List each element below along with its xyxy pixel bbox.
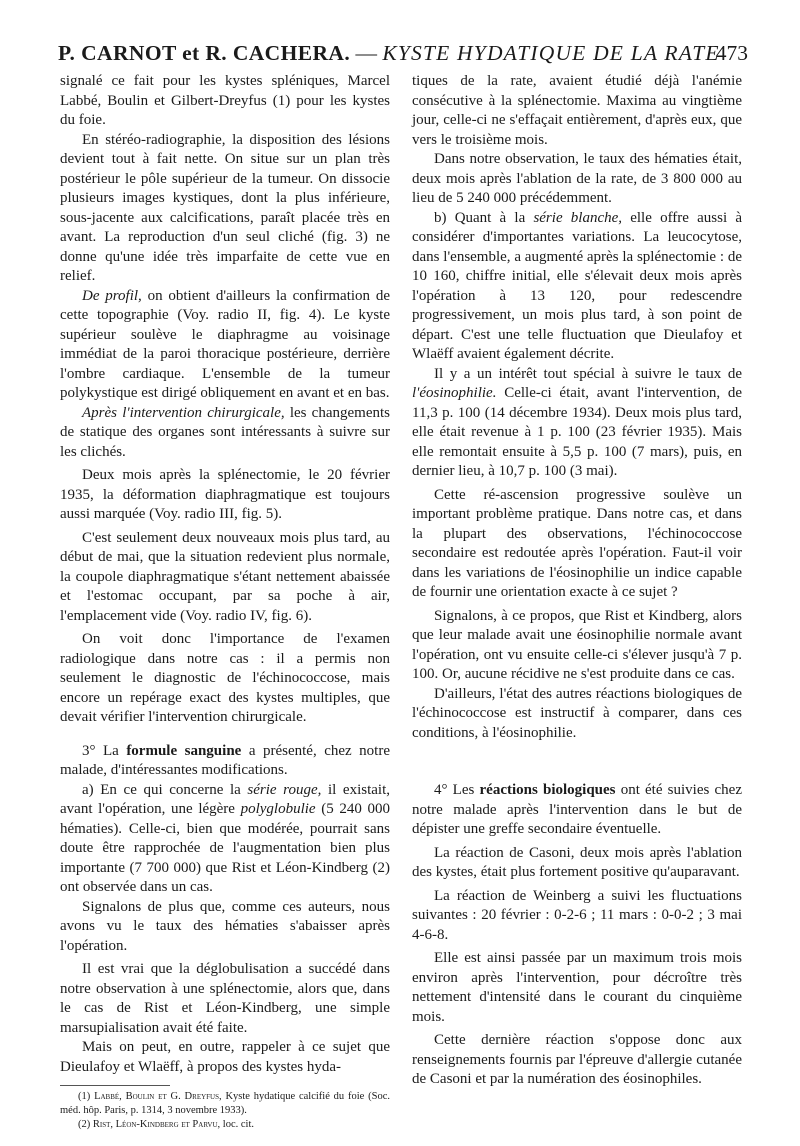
paragraph: D'ailleurs, l'état des autres réactions biologiques de l'échinococcose est instructif à comparer, dans ces conditions, à l'éosinophilie. bbox=[412, 685, 742, 741]
paragraph: Deux mois après la splénectomie, le 20 février 1935, la déformation diaphragmatique est toujours aussi marquée (Voy. radio III, fig. 5). bbox=[60, 467, 390, 522]
footnote: (2) Rist, Léon-Kindberg et Parvu, loc. cit. bbox=[78, 1119, 254, 1130]
paragraph: De profil, on obtient d'ailleurs la confirmation de cette topographie (Voy. radio II, fig. 4). Le kyste supérieur soulève le diaphragme au voisinage immédiat de la paroi thoracique postérieure, derrière l'ombre cardiaque. L'ensemble de la tumeur polykystique est dirigé obliquement en avant et en bas. bbox=[60, 287, 390, 401]
paragraph: La réaction de Weinberg a suivi les fluctuations suivantes : 20 février : 0-2-6 ; 11 mars : 0-0-2 ; 3 mai 4-6-8. bbox=[412, 887, 742, 943]
paragraph: C'est seulement deux nouveaux mois plus tard, au début de mai, que la situation redevient plus normale, la coupole diaphragmatique s'étant nettement abaissée et l'estomac occupant, par sa poche à air, l'emplacement vide (Voy. radio IV, fig. 6). bbox=[60, 529, 390, 624]
paragraph: On voit donc l'importance de l'examen radiologique dans notre cas : il a permis non seulement le diagnostic de l'échinococcose, mais encore un repérage exact des kystes multiples, que devait vérifier l'intervention chirurgicale. bbox=[60, 631, 390, 725]
section-heading: réactions biologiques bbox=[479, 782, 616, 798]
running-head-authors: P. CARNOT et R. CACHERA. bbox=[58, 41, 351, 65]
running-head bbox=[58, 40, 748, 66]
paragraph: signalé ce fait pour les kystes spléniques, Marcel Labbé, Boulin et Gilbert-Dreyfus (1) pour les kystes du foie. bbox=[60, 73, 390, 128]
running-head-dash: — bbox=[350, 41, 383, 65]
paragraph: Il y a un intérêt tout spécial à suivre le taux de l'éosinophilie. Celle-ci était, avant l'intervention, de 11,3 p. 100 (14 décembre 1934). Deux mois plus tard, elle était revenue à 1 p. 100 (23 février 1935). Mais elle remontait ensuite à 5,5 p. 100 (7 mars), puis, en dernier lieu, à 10,7 p. 100 (3 mai). bbox=[412, 365, 742, 479]
section-heading-paragraph: 4° Les réactions biologiques ont été suivies chez notre malade après l'intervention dans le but de dépister une greffe secondaire éventuelle. bbox=[412, 782, 742, 837]
paragraph: Elle est ainsi passée par un maximum trois mois environ après l'intervention, pour décroître très nettement d'intensité dans le courant du cinquième mois. bbox=[412, 950, 742, 1025]
paragraph: Mais on peut, en outre, rappeler à ce sujet que Dieulafoy et Wlaëff, à propos des kystes hyda- bbox=[60, 1039, 390, 1075]
italic-lead: Après l'intervention chirurgicale, bbox=[82, 404, 285, 421]
paragraph: Signalons, à ce propos, que Rist et Kindberg, alors que leur malade avait une éosinophilie normale avant l'opération, ont vu ensuite celle-ci s'élever jusqu'à 7 p. 100. Or, aucune récidive ne s'est produite dans ce cas. bbox=[412, 607, 742, 682]
paragraph: Après l'intervention chirurgicale, les changements de statique des organes sont intéressants à suivre sur les clichés. bbox=[60, 404, 390, 460]
left-column bbox=[60, 72, 390, 1132]
paragraph: tiques de la rate, avaient étudié déjà l'anémie consécutive à la splénectomie. Maxima au vingtième jour, celle-ci ne s'effaçait entièrement, d'après eux, que vers le troisième mois. bbox=[412, 73, 742, 148]
right-column bbox=[412, 72, 742, 1090]
paragraph: Cette dernière réaction s'oppose donc aux renseignements fournis par l'épreuve d'allergie cutanée de Casoni et par la numération des éosinophiles. bbox=[412, 1032, 742, 1087]
section-heading: formule sanguine bbox=[126, 742, 242, 759]
running-head-title: KYSTE HYDATIQUE DE LA RATE bbox=[382, 41, 720, 65]
section-heading-paragraph: 3° La formule sanguine a présenté, chez notre malade, d'intéressantes modifications. bbox=[60, 742, 390, 778]
paragraph: Il est vrai que la déglobulisation a succédé dans notre observation à une splénectomie, alors que, dans le cas de Rist et Léon-Kindberg, une simple marsupialisation avait été faite. bbox=[60, 961, 390, 1036]
paragraph: Dans notre observation, le taux des hématies était, deux mois après l'ablation de la rate, de 3 800 000 au lieu de 5 240 000 précédemment. bbox=[412, 151, 742, 206]
page-number: 473 bbox=[715, 41, 748, 65]
paragraph: Cette ré-ascension progressive soulève un important problème pratique. Dans notre cas, et dans la plupart des observations, l'échinococcose secondaire est redoutée après l'opération. Faut-il voir dans les variations de l'éosinophilie un indice capable de fournir une orientation exacte à ce sujet ? bbox=[412, 486, 742, 600]
footnote-divider bbox=[60, 1085, 170, 1086]
italic-lead: De profil, bbox=[82, 287, 142, 304]
paragraph: Signalons de plus que, comme ces auteurs, nous avons vu le taux des hématies s'abaisser après l'opération. bbox=[60, 898, 390, 954]
paragraph: La réaction de Casoni, deux mois après l'ablation des kystes, était plus fortement positive qu'auparavant. bbox=[412, 844, 742, 880]
paragraph: b) Quant à la série blanche, elle offre aussi à considérer d'importantes variations. La leucocytose, dans l'ensemble, a augmenté après la splénectomie : de 10 160, chiffre initial, elle s'élevait deux mois après l'opération à 13 120, pour redescendre progressivement, un mois plus tard, à son point de départ. C'est une telle fluctuation que Dieulafoy et Wlaëff avaient également décrite. bbox=[412, 209, 743, 362]
paragraph: a) En ce qui concerne la série rouge, il existait, avant l'opération, une légère polyglobulie (5 240 000 hématies). Celle-ci, bien que modérée, pourrait sans doute être rapprochée de l'augmentation bien plus importante (7 700 000) que Rist et Léon-Kindberg (2) ont observée dans un cas. bbox=[60, 781, 390, 895]
footnote: (1) Labbé, Boulin et G. Dreyfus, Kyste hydatique calcifié du foie (Soc. méd. hôp. Paris, p. 1314, 3 novembre 1933). bbox=[60, 1091, 390, 1116]
paragraph: En stéréo-radiographie, la disposition des lésions devient tout à fait nette. On situe sur un plan très postérieur le pôle supérieur de la tumeur. On dissocie plusieurs images kystiques, dont la plus inférieure, sous-jacente aux calcifications, paraît placée très en avant. La reproduction d'un seul cliché (fig. 3) ne donne qu'une idée très imparfaite de cette vue en relief. bbox=[60, 131, 390, 284]
